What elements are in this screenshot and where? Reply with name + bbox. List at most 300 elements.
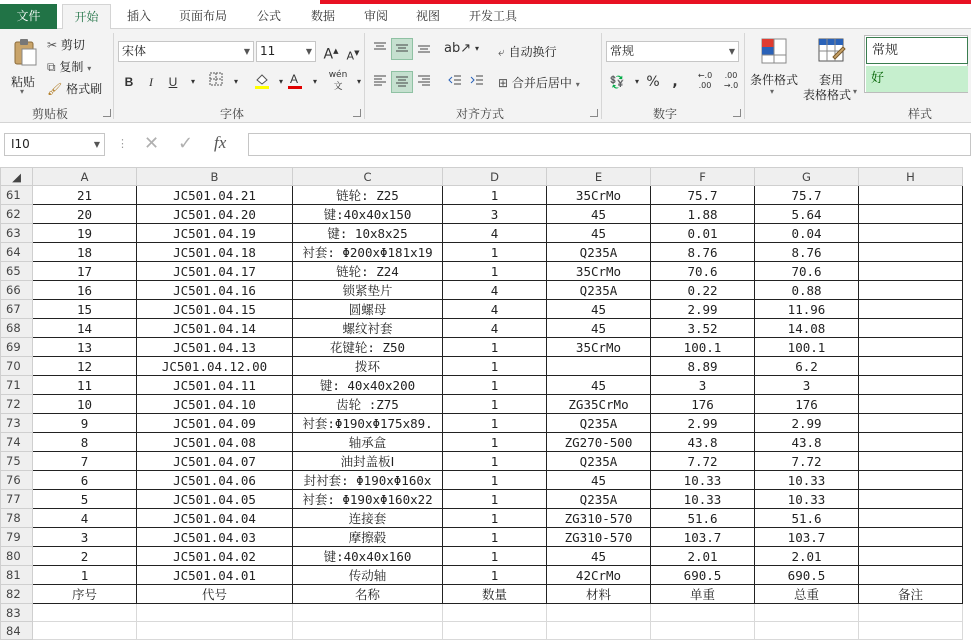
number-format-combo[interactable] (606, 41, 739, 62)
border-button[interactable] (205, 71, 227, 93)
column-header[interactable]: G (755, 168, 859, 186)
cell[interactable] (859, 300, 963, 319)
cell[interactable]: JC501.04.20 (137, 205, 293, 224)
cell[interactable] (859, 262, 963, 281)
cell[interactable]: 8 (33, 433, 137, 452)
cell[interactable]: 103.7 (755, 528, 859, 547)
cell[interactable] (859, 338, 963, 357)
cell[interactable]: JC501.04.15 (137, 300, 293, 319)
cell[interactable]: 10.33 (651, 490, 755, 509)
cell[interactable] (651, 604, 755, 622)
cell[interactable]: 10.33 (755, 490, 859, 509)
cell[interactable] (547, 357, 651, 376)
cell[interactable]: 代号 (137, 585, 293, 604)
row-header[interactable]: 69 (1, 338, 33, 357)
border-icon (209, 72, 223, 86)
format-as-table-button[interactable] (803, 35, 861, 101)
copy-button[interactable] (47, 58, 91, 75)
chevron-down-icon: ▼ (243, 47, 250, 56)
decrease-decimal-button[interactable]: .00 →.0 (723, 71, 739, 90)
cell[interactable]: JC501.04.11 (137, 376, 293, 395)
cell[interactable]: 43.8 (755, 433, 859, 452)
table-format-dropdown-icon[interactable]: ▾ (853, 87, 858, 96)
row-header[interactable]: 68 (1, 319, 33, 338)
cell[interactable]: 4 (443, 281, 547, 300)
cell[interactable]: 油封盖板Ⅰ (293, 452, 443, 471)
cell[interactable]: 690.5 (651, 566, 755, 585)
cell[interactable]: 51.6 (755, 509, 859, 528)
cell[interactable]: 51.6 (651, 509, 755, 528)
format-painter-button[interactable] (47, 80, 102, 97)
row-header[interactable]: 63 (1, 224, 33, 243)
style-good[interactable]: 好 (866, 66, 968, 92)
cell[interactable]: 11.96 (755, 300, 859, 319)
copy-dropdown-icon[interactable]: ▾ (87, 64, 92, 73)
tab-view[interactable]: 视图 (415, 9, 440, 23)
fill-color-dropdown-icon[interactable]: ▾ (278, 77, 283, 86)
cell[interactable]: 4 (33, 509, 137, 528)
cell[interactable]: 15 (33, 300, 137, 319)
cell[interactable]: 6.2 (755, 357, 859, 376)
cell[interactable]: 1 (443, 357, 547, 376)
select-all-corner[interactable]: ◢ (1, 168, 33, 186)
underline-dropdown-icon[interactable]: ▾ (190, 77, 195, 86)
cell[interactable]: Q235A (547, 281, 651, 300)
increase-indent-button[interactable] (466, 71, 488, 93)
column-header[interactable]: F (651, 168, 755, 186)
cell[interactable]: 5.64 (755, 205, 859, 224)
row-header[interactable]: 84 (1, 622, 33, 640)
cell[interactable]: 100.1 (651, 338, 755, 357)
number-launcher-icon[interactable] (733, 109, 741, 117)
cell[interactable]: 衬套: Φ190xΦ160x22 (293, 490, 443, 509)
cell[interactable]: 3.52 (651, 319, 755, 338)
cell[interactable]: 45 (547, 224, 651, 243)
cell[interactable]: JC501.04.21 (137, 186, 293, 205)
cancel-icon[interactable]: ✕ (144, 133, 160, 154)
row-header[interactable]: 75 (1, 452, 33, 471)
column-header[interactable]: H (859, 168, 963, 186)
cell[interactable]: 衬套:Φ190xΦ175x89. (293, 414, 443, 433)
cell[interactable]: 100.1 (755, 338, 859, 357)
insert-function-icon[interactable]: fx (214, 133, 227, 152)
cell[interactable]: 1 (443, 566, 547, 585)
clipboard-launcher-icon[interactable] (103, 109, 111, 117)
cell[interactable] (859, 509, 963, 528)
cell[interactable]: 2 (33, 547, 137, 566)
cell[interactable]: 1 (443, 471, 547, 490)
align-right-button[interactable] (413, 71, 435, 93)
cell[interactable] (859, 395, 963, 414)
column-header[interactable]: B (137, 168, 293, 186)
border-dropdown-icon[interactable]: ▾ (233, 77, 238, 86)
font-size-combo[interactable] (256, 41, 316, 62)
bold-button[interactable]: B (124, 75, 134, 89)
cell[interactable]: 35CrMo (547, 262, 651, 281)
cell[interactable]: 传动轴 (293, 566, 443, 585)
cell[interactable]: 2.99 (755, 414, 859, 433)
cell[interactable]: 螺纹衬套 (293, 319, 443, 338)
alignment-launcher-icon[interactable] (590, 109, 598, 117)
cell[interactable]: 14.08 (755, 319, 859, 338)
cell[interactable]: 链轮: Z24 (293, 262, 443, 281)
cell[interactable] (859, 376, 963, 395)
cell[interactable]: JC501.04.17 (137, 262, 293, 281)
cell[interactable]: 锁紧垫片 (293, 281, 443, 300)
cell[interactable]: 35CrMo (547, 186, 651, 205)
cell[interactable]: 75.7 (651, 186, 755, 205)
cell[interactable]: 0.04 (755, 224, 859, 243)
merge-center-button[interactable] (498, 74, 580, 91)
tab-formulas[interactable]: 公式 (256, 9, 281, 23)
cell[interactable]: 19 (33, 224, 137, 243)
cell[interactable] (33, 622, 137, 640)
cell[interactable] (443, 622, 547, 640)
phonetic-button[interactable]: wén 文 (328, 70, 348, 92)
cell[interactable]: 45 (547, 319, 651, 338)
align-middle-button[interactable] (391, 38, 413, 60)
table-row (1, 528, 963, 547)
cell[interactable] (859, 622, 963, 640)
cell[interactable] (547, 604, 651, 622)
cell[interactable]: 7.72 (651, 452, 755, 471)
cell[interactable]: 43.8 (651, 433, 755, 452)
cell[interactable]: 690.5 (755, 566, 859, 585)
cell[interactable] (859, 604, 963, 622)
formula-bar-grip-icon[interactable]: ⋮ (117, 137, 128, 150)
orientation-button[interactable] (444, 38, 472, 60)
cell[interactable]: 链轮: Z25 (293, 186, 443, 205)
cell[interactable]: 103.7 (651, 528, 755, 547)
table-row (1, 471, 963, 490)
cell[interactable]: 5 (33, 490, 137, 509)
paste-dropdown-icon[interactable]: ▾ (20, 87, 25, 96)
merge-dropdown-icon[interactable]: ▾ (575, 80, 580, 89)
cell[interactable]: JC501.04.02 (137, 547, 293, 566)
row-header[interactable]: 77 (1, 490, 33, 509)
tab-page-layout[interactable]: 页面布局 (178, 9, 227, 23)
enter-icon[interactable]: ✓ (178, 133, 194, 154)
cell[interactable] (859, 357, 963, 376)
cell[interactable]: 2.99 (651, 414, 755, 433)
name-box[interactable] (4, 133, 105, 156)
cell[interactable] (859, 471, 963, 490)
cell[interactable]: 2.01 (651, 547, 755, 566)
cell[interactable]: 7 (33, 452, 137, 471)
cell[interactable]: JC501.04.09 (137, 414, 293, 433)
cell[interactable] (755, 604, 859, 622)
cell[interactable]: JC501.04.03 (137, 528, 293, 547)
cell[interactable]: 1 (443, 243, 547, 262)
cell[interactable]: 3 (755, 376, 859, 395)
cell[interactable]: 3 (651, 376, 755, 395)
comma-button[interactable]: , (672, 74, 678, 90)
align-bottom-button[interactable] (413, 38, 435, 60)
cell[interactable] (443, 604, 547, 622)
wrap-text-button[interactable] (498, 43, 557, 60)
cut-button[interactable] (47, 36, 85, 53)
cell[interactable]: 45 (547, 471, 651, 490)
cell[interactable]: ZG270-500 (547, 433, 651, 452)
table-row (1, 585, 963, 604)
cell[interactable]: 14 (33, 319, 137, 338)
cell[interactable]: JC501.04.04 (137, 509, 293, 528)
cell[interactable]: 21 (33, 186, 137, 205)
tab-home[interactable]: 开始 (62, 4, 111, 30)
accounting-format-button[interactable] (606, 71, 628, 93)
cell[interactable]: 70.6 (755, 262, 859, 281)
percent-button[interactable]: % (646, 74, 660, 90)
cell[interactable] (755, 622, 859, 640)
conditional-dropdown-icon[interactable]: ▾ (770, 87, 775, 96)
cell[interactable]: Q235A (547, 490, 651, 509)
cell[interactable]: 3 (33, 528, 137, 547)
cell[interactable]: 总重 (755, 585, 859, 604)
cell[interactable]: 10.33 (755, 471, 859, 490)
row-header[interactable]: 73 (1, 414, 33, 433)
tab-data[interactable]: 数据 (310, 9, 335, 23)
row-header[interactable]: 67 (1, 300, 33, 319)
cell[interactable]: 1 (443, 547, 547, 566)
cell[interactable]: JC501.04.05 (137, 490, 293, 509)
cell[interactable]: JC501.04.13 (137, 338, 293, 357)
cell[interactable]: ZG310-570 (547, 509, 651, 528)
cell[interactable]: 拨环 (293, 357, 443, 376)
cell[interactable]: 45 (547, 300, 651, 319)
row-header[interactable]: 82 (1, 585, 33, 604)
font-launcher-icon[interactable] (353, 109, 361, 117)
cell[interactable]: 18 (33, 243, 137, 262)
row-header[interactable]: 70 (1, 357, 33, 376)
row-header[interactable]: 71 (1, 376, 33, 395)
cell[interactable]: 10 (33, 395, 137, 414)
accounting-dropdown-icon[interactable]: ▾ (634, 77, 639, 86)
cell[interactable]: 1 (443, 262, 547, 281)
cell[interactable]: JC501.04.16 (137, 281, 293, 300)
cell[interactable] (293, 622, 443, 640)
cell[interactable] (859, 319, 963, 338)
cell[interactable]: 1 (443, 433, 547, 452)
cell[interactable]: 10.33 (651, 471, 755, 490)
cell[interactable]: 摩擦毂 (293, 528, 443, 547)
underline-button[interactable]: U (168, 75, 178, 89)
cell[interactable]: 176 (651, 395, 755, 414)
cell[interactable]: 8.76 (651, 243, 755, 262)
phonetic-dropdown-icon[interactable]: ▾ (356, 77, 361, 86)
cell[interactable]: 单重 (651, 585, 755, 604)
row-header[interactable]: 61 (1, 186, 33, 205)
cell[interactable]: JC501.04.01 (137, 566, 293, 585)
cell[interactable] (859, 243, 963, 262)
cell[interactable] (547, 622, 651, 640)
cell[interactable]: 1 (443, 376, 547, 395)
cell[interactable]: JC501.04.10 (137, 395, 293, 414)
font-color-button[interactable] (284, 71, 306, 93)
cell[interactable]: 1 (443, 338, 547, 357)
column-header[interactable]: E (547, 168, 651, 186)
cell[interactable]: 轴承盒 (293, 433, 443, 452)
cell[interactable]: 键:40x40x150 (293, 205, 443, 224)
cell[interactable]: JC501.04.14 (137, 319, 293, 338)
style-normal[interactable]: 常规 (866, 37, 968, 64)
cell[interactable]: 8.76 (755, 243, 859, 262)
cell[interactable]: 176 (755, 395, 859, 414)
cell[interactable]: 连接套 (293, 509, 443, 528)
cell[interactable]: 0.22 (651, 281, 755, 300)
tab-developer[interactable]: 开发工具 (468, 9, 517, 23)
cell[interactable]: 圆螺母 (293, 300, 443, 319)
cell[interactable]: 3 (443, 205, 547, 224)
paste-button[interactable] (8, 35, 42, 96)
tab-file[interactable]: 文件 (0, 4, 57, 29)
cell[interactable] (137, 604, 293, 622)
cell[interactable]: 6 (33, 471, 137, 490)
cell[interactable]: 16 (33, 281, 137, 300)
cell[interactable]: Q235A (547, 452, 651, 471)
cell[interactable]: 键: 10x8x25 (293, 224, 443, 243)
row-header[interactable]: 64 (1, 243, 33, 262)
align-center-button[interactable] (391, 71, 413, 93)
cell[interactable]: 70.6 (651, 262, 755, 281)
cell[interactable]: 20 (33, 205, 137, 224)
cell[interactable]: 45 (547, 376, 651, 395)
cell[interactable]: 1 (443, 395, 547, 414)
cell[interactable]: 齿轮 :Z75 (293, 395, 443, 414)
cell[interactable]: 1 (443, 452, 547, 471)
cell[interactable]: 11 (33, 376, 137, 395)
number-format-value: 常规 (610, 44, 635, 58)
align-top-button[interactable] (369, 38, 391, 60)
cell[interactable] (859, 205, 963, 224)
row-header[interactable]: 65 (1, 262, 33, 281)
row-header[interactable]: 76 (1, 471, 33, 490)
cell[interactable]: 1.88 (651, 205, 755, 224)
cell[interactable]: 45 (547, 205, 651, 224)
cell[interactable]: 1 (33, 566, 137, 585)
cell[interactable] (859, 528, 963, 547)
cell[interactable]: 衬套: Φ200xΦ181x19 (293, 243, 443, 262)
cell[interactable]: 材料 (547, 585, 651, 604)
cell[interactable]: JC501.04.12.00 (137, 357, 293, 376)
cell[interactable]: 数量 (443, 585, 547, 604)
cell[interactable] (859, 433, 963, 452)
cell[interactable]: 4 (443, 300, 547, 319)
italic-button[interactable]: I (149, 75, 153, 89)
table-row (1, 186, 963, 205)
cell[interactable]: 0.88 (755, 281, 859, 300)
cell[interactable]: JC501.04.18 (137, 243, 293, 262)
cell[interactable]: Q235A (547, 243, 651, 262)
cell[interactable]: 备注 (859, 585, 963, 604)
cell[interactable]: JC501.04.07 (137, 452, 293, 471)
cell[interactable] (859, 281, 963, 300)
cell[interactable]: 1 (443, 490, 547, 509)
cell[interactable]: 12 (33, 357, 137, 376)
cell[interactable]: 35CrMo (547, 338, 651, 357)
row-header[interactable]: 72 (1, 395, 33, 414)
formula-input[interactable] (248, 133, 971, 156)
row-header[interactable]: 83 (1, 604, 33, 622)
cell[interactable]: 1 (443, 414, 547, 433)
row-header[interactable]: 62 (1, 205, 33, 224)
row-header[interactable]: 79 (1, 528, 33, 547)
row-header[interactable]: 66 (1, 281, 33, 300)
cell[interactable]: JC501.04.19 (137, 224, 293, 243)
font-color-dropdown-icon[interactable]: ▾ (312, 77, 317, 86)
cell[interactable] (859, 224, 963, 243)
cell[interactable]: 7.72 (755, 452, 859, 471)
cell[interactable]: 封衬套: Φ190xΦ160x (293, 471, 443, 490)
increase-decimal-button[interactable]: ←.0 .00 (697, 71, 713, 90)
cell[interactable]: JC501.04.08 (137, 433, 293, 452)
cell[interactable]: Q235A (547, 414, 651, 433)
cell[interactable]: 花键轮: Z50 (293, 338, 443, 357)
paste-icon (11, 37, 39, 67)
cell[interactable] (859, 490, 963, 509)
cell[interactable]: 2.99 (651, 300, 755, 319)
cell[interactable]: 键: 40x40x200 (293, 376, 443, 395)
cell[interactable]: 4 (443, 319, 547, 338)
grow-font-button[interactable]: A▲ (323, 46, 339, 63)
cell[interactable] (293, 604, 443, 622)
cell[interactable]: 序号 (33, 585, 137, 604)
column-header[interactable]: D (443, 168, 547, 186)
cell[interactable] (859, 414, 963, 433)
cell[interactable]: 0.01 (651, 224, 755, 243)
cell[interactable] (137, 622, 293, 640)
cell[interactable]: ZG35CrMo (547, 395, 651, 414)
row-header[interactable]: 78 (1, 509, 33, 528)
cell[interactable]: 42CrMo (547, 566, 651, 585)
font-name-combo[interactable] (118, 41, 254, 62)
column-header[interactable]: A (33, 168, 137, 186)
cell[interactable]: 8.89 (651, 357, 755, 376)
cell[interactable]: 4 (443, 224, 547, 243)
cell[interactable]: 75.7 (755, 186, 859, 205)
cell[interactable] (859, 186, 963, 205)
cell[interactable]: 13 (33, 338, 137, 357)
conditional-format-button[interactable] (750, 35, 800, 101)
cell[interactable]: ZG310-570 (547, 528, 651, 547)
cell[interactable]: 2.01 (755, 547, 859, 566)
cell[interactable]: 9 (33, 414, 137, 433)
cell[interactable]: 45 (547, 547, 651, 566)
row-header[interactable]: 80 (1, 547, 33, 566)
cell[interactable]: 1 (443, 186, 547, 205)
decrease-indent-button[interactable] (444, 71, 466, 93)
orientation-dropdown-icon[interactable]: ▾ (474, 44, 479, 53)
cell[interactable]: 名称 (293, 585, 443, 604)
align-left-button[interactable] (369, 71, 391, 93)
tab-insert[interactable]: 插入 (126, 9, 151, 23)
cell[interactable]: 键:40x40x160 (293, 547, 443, 566)
shrink-font-button[interactable]: A▼ (346, 49, 360, 63)
cell[interactable] (859, 547, 963, 566)
cell[interactable]: 17 (33, 262, 137, 281)
cell[interactable]: 1 (443, 528, 547, 547)
styles-group-label: 样式 (907, 107, 932, 121)
cell[interactable] (651, 622, 755, 640)
cell[interactable]: JC501.04.06 (137, 471, 293, 490)
cell[interactable] (859, 452, 963, 471)
cell[interactable] (33, 604, 137, 622)
tab-review[interactable]: 审阅 (363, 9, 388, 23)
column-header[interactable]: C (293, 168, 443, 186)
row-header[interactable]: 74 (1, 433, 33, 452)
row-header[interactable]: 81 (1, 566, 33, 585)
cell[interactable]: 1 (443, 509, 547, 528)
cell[interactable] (859, 566, 963, 585)
